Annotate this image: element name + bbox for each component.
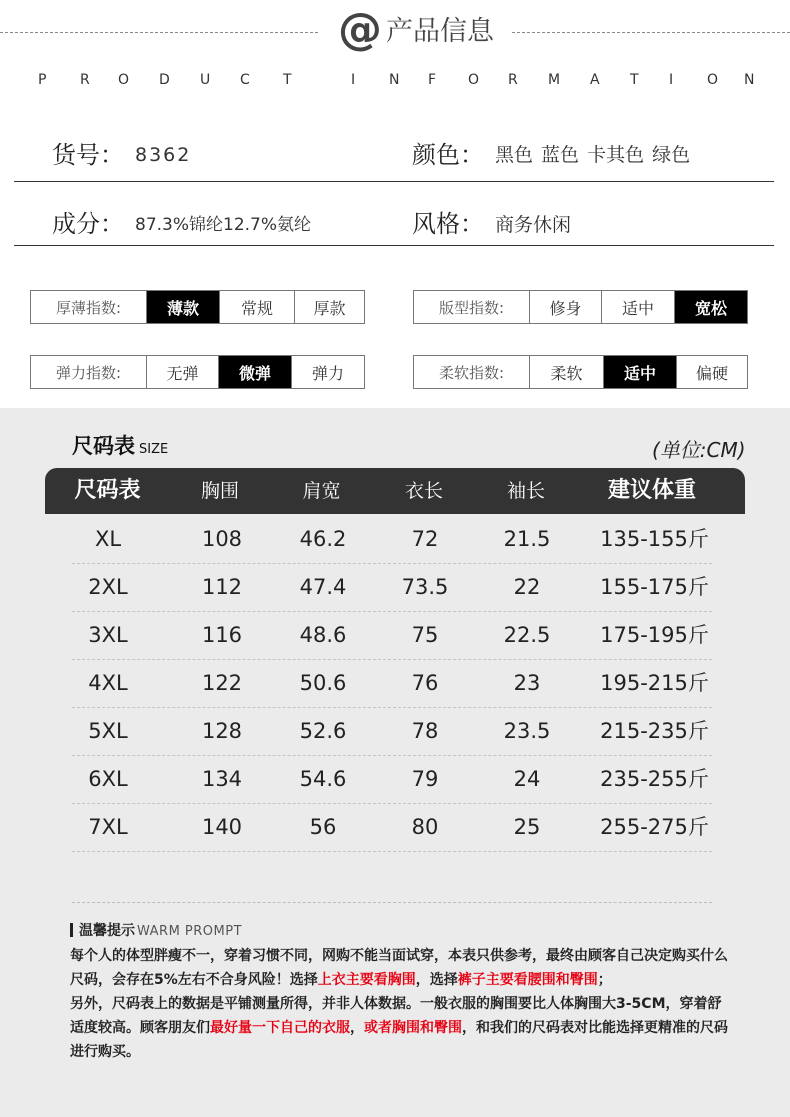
header-weight: 建议体重 [607,478,696,503]
size-chart-title-cn: 尺码表 [72,434,135,458]
cell-weight: 195-215斤 [600,671,709,695]
subtitle-letter: T [630,72,639,88]
cell-sleeve: 24 [513,767,541,791]
prompt-highlight-2: 裤子主要看腰围和臀围 [457,972,598,988]
cell-chest: 134 [201,767,243,791]
cell-length: 78 [411,719,439,743]
cell-shoulder: 47.4 [299,575,347,599]
table-row [72,515,712,564]
subtitle-letter: M [548,72,561,88]
fit-option-slim: 修身 [529,291,601,323]
cell-length: 80 [411,815,439,839]
header-shoulder: 肩宽 [302,480,341,502]
subtitle-letter: R [508,72,518,88]
subtitle-letter: O [707,72,719,88]
cell-size: 5XL [88,719,128,743]
elasticity-index [30,355,365,389]
cell-length: 73.5 [401,575,449,599]
table-row [72,563,712,612]
size-table-header [45,468,745,514]
cell-size: 7XL [88,815,128,839]
size-chart-unit: (单位:CM) [652,438,746,462]
table-row [72,755,712,804]
subtitle-letter: D [159,72,170,88]
subtitle-letter: A [590,72,600,88]
elasticity-option-slight: 微弹 [218,356,291,388]
color-label: 颜色： [412,141,484,169]
cell-weight: 175-195斤 [600,623,709,647]
cell-size: XL [94,527,122,551]
size-table-end-rule [72,902,712,903]
cell-chest: 108 [201,527,243,551]
prompt-highlight-3: 最好量一下自己的衣服 [210,1020,350,1036]
cell-shoulder: 52.6 [299,719,347,743]
softness-option-medium: 适中 [603,356,676,388]
prompt-text-4: 另外，尺码表上的数据是平铺测量所得，并非人体数据。一般衣服的胸围要比人体胸围大3-5CM，穿着舒适度较高。顾客朋友们 [70,996,722,1036]
cell-weight: 135-155斤 [600,527,709,551]
subtitle-letter: O [118,72,130,88]
cell-chest: 128 [201,719,243,743]
header-sleeve: 袖长 [506,480,545,502]
prompt-title-en: WARM PROMPT [137,924,243,939]
cell-chest: 122 [201,671,243,695]
table-row [72,659,712,708]
thickness-option-thick: 厚款 [294,291,364,323]
elasticity-index-label: 弹力指数: [55,363,122,382]
subtitle-letter: R [80,72,90,88]
header-chest: 胸围 [200,480,239,502]
cell-chest: 140 [201,815,243,839]
cell-size: 2XL [88,575,128,599]
composition-value: 87.3%锦纶12.7%氨纶 [135,215,312,235]
prompt-title-cn: 温馨提示 [79,923,135,939]
info-divider-2 [14,245,774,246]
page-title: 产品信息 [386,16,494,47]
cell-sleeve: 22 [513,575,541,599]
header-size: 尺码表 [74,478,141,503]
style-label: 风格： [412,210,484,238]
prompt-text-5: ， [350,1020,364,1036]
cell-sleeve: 25 [513,815,541,839]
cell-chest: 116 [201,623,243,647]
item-no-value: 8362 [135,144,192,166]
cell-weight: 155-175斤 [600,575,709,599]
subtitle-letter: O [468,72,480,88]
prompt-text-1: 每个人的体型胖瘦不一，穿着习惯不同，网购不能当面试穿，本表只供参考，最终由顾客自己决定购买什么尺码，会存在5%左右不合身风险！选择 [70,948,728,988]
prompt-highlight-1: 上衣主要看胸围 [317,972,416,988]
cell-shoulder: 46.2 [299,527,347,551]
cell-sleeve: 22.5 [503,623,551,647]
composition-label: 成分： [52,210,124,238]
cell-chest: 112 [201,575,243,599]
subtitle-letter: C [240,72,250,88]
thickness-option-regular: 常规 [219,291,294,323]
elasticity-option-stretch: 弹力 [291,356,364,388]
header-right-line [512,32,790,33]
subtitle-letter: I [351,72,356,88]
prompt-title [70,920,242,940]
fit-index-label: 版型指数: [438,298,505,317]
table-row [72,803,712,852]
thickness-option-thin: 薄款 [146,291,219,323]
header-left-line [0,32,318,33]
softness-index [413,355,748,389]
cell-weight: 255-275斤 [600,815,709,839]
prompt-highlight-4: 或者胸围和臀围 [364,1020,462,1036]
cell-shoulder: 56 [309,815,337,839]
fit-index [413,290,748,324]
header-length: 衣长 [404,480,443,502]
softness-index-label: 柔软指数: [438,363,505,382]
prompt-text-3: ； [597,972,612,988]
prompt-text-2: ，选择 [415,972,458,988]
cell-weight: 215-235斤 [600,719,709,743]
thickness-index-label: 厚薄指数: [55,298,122,317]
subtitle-letter: I [669,72,674,88]
cell-length: 72 [411,527,439,551]
elasticity-option-none: 无弹 [146,356,218,388]
fit-option-loose: 宽松 [674,291,747,323]
cell-length: 76 [411,671,439,695]
cell-length: 75 [411,623,439,647]
cell-shoulder: 48.6 [299,623,347,647]
subtitle-letter: F [428,72,437,88]
cell-size: 6XL [88,767,128,791]
prompt-bar-icon [70,923,73,937]
subtitle-letter: U [200,72,211,88]
subtitle-letter: P [38,72,47,88]
subtitle-letter: N [389,72,400,88]
info-divider-1 [14,181,774,182]
cell-length: 79 [411,767,439,791]
cell-sleeve: 23 [513,671,541,695]
fit-option-medium: 适中 [601,291,674,323]
cell-weight: 235-255斤 [600,767,709,791]
cell-shoulder: 54.6 [299,767,347,791]
cell-shoulder: 50.6 [299,671,347,695]
cell-sleeve: 23.5 [503,719,551,743]
prompt-body [70,944,735,1064]
cell-size: 4XL [88,671,128,695]
thickness-index [30,290,365,324]
size-chart-title-en: SIZE [139,442,169,457]
prompt-text-6: ，和我们的尺码表对比能选择更精准的尺码进行购买。 [70,1020,728,1060]
table-row [72,611,712,660]
softness-option-soft: 柔软 [529,356,603,388]
at-icon: @ [338,4,382,55]
item-no-label: 货号： [52,141,124,169]
color-value: 黑色 蓝色 卡其色 绿色 [495,144,691,166]
cell-sleeve: 21.5 [503,527,551,551]
table-row [72,707,712,756]
subtitle-letter: N [744,72,755,88]
cell-size: 3XL [88,623,128,647]
style-value: 商务休闲 [495,214,572,236]
subtitle-letter: T [283,72,292,88]
subtitle-letters [0,72,790,92]
softness-option-hard: 偏硬 [676,356,747,388]
size-chart-title [72,430,168,460]
